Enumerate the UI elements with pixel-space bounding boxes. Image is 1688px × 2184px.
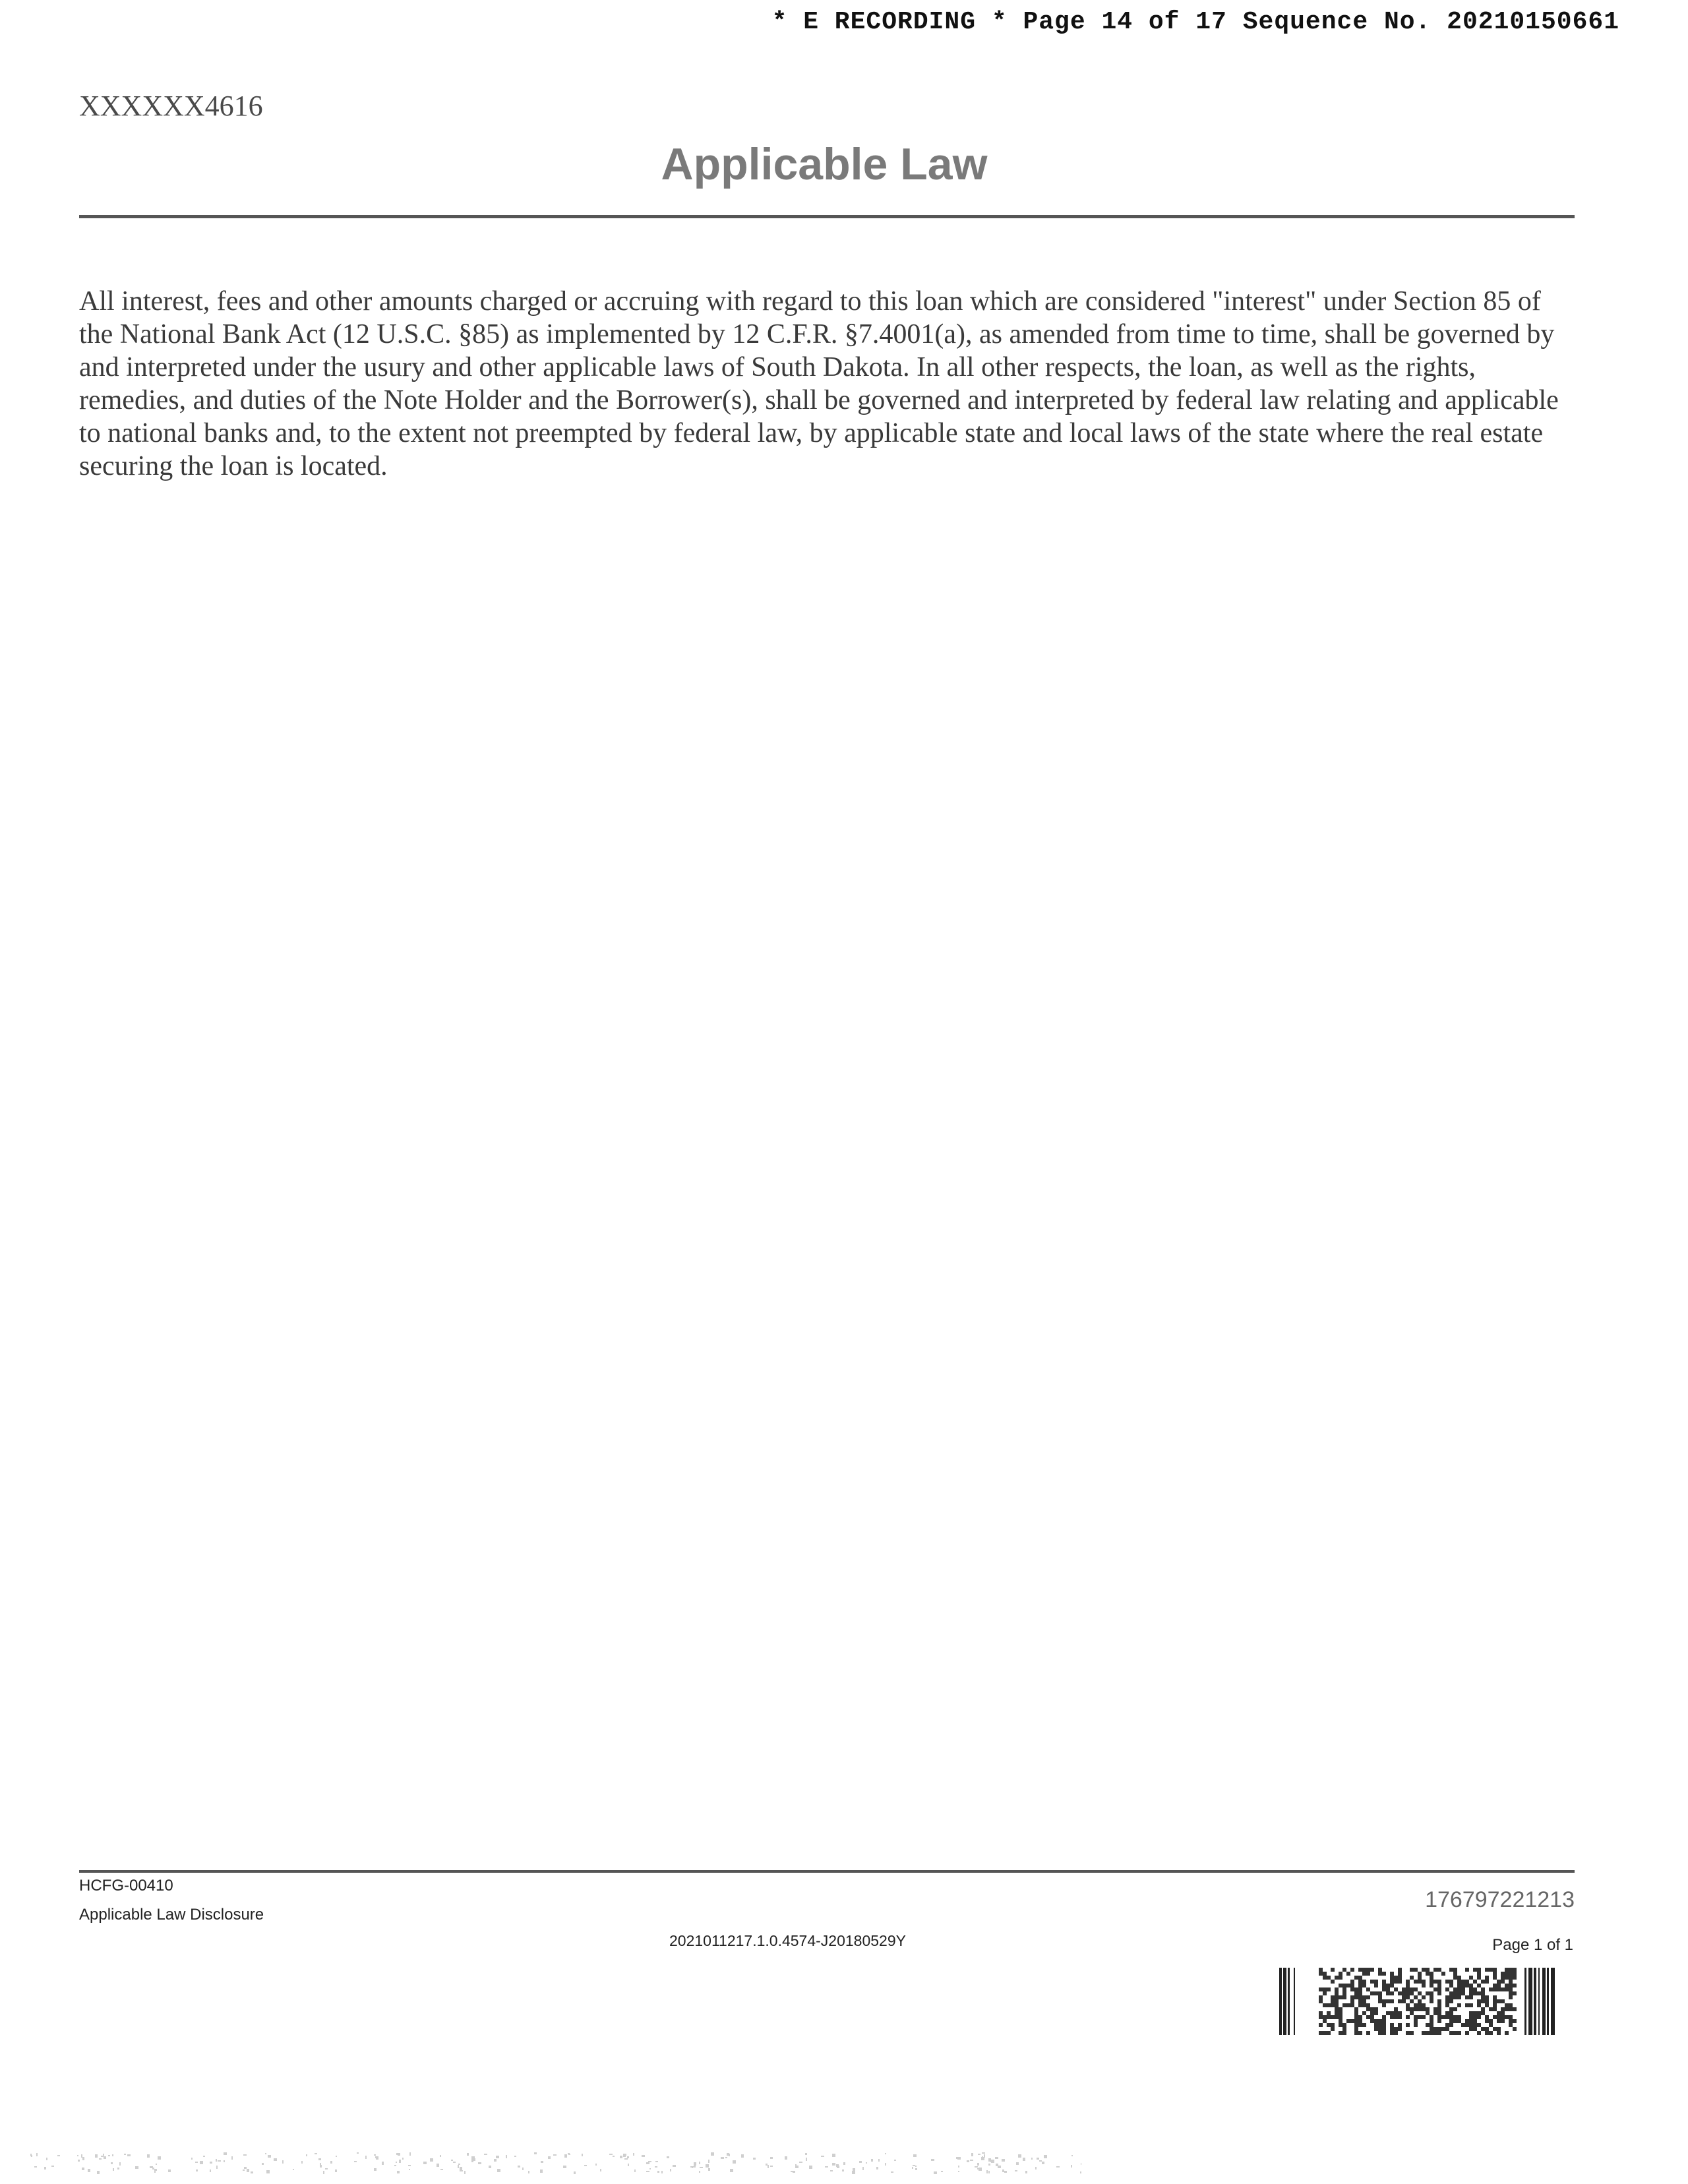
loan-number: 176797221213 bbox=[1425, 1887, 1575, 1912]
applicable-law-paragraph: All interest, fees and other amounts charged or accruing with regard to this loan which are considered "interest" under Section 85 of the National Bank Act (12 U.S.C. §85) as implemented by 12 C.F.R. §7.4001(a), as amended from time to time, shall be governed by and interpreted under the usury and other applicable laws of South Dakota. In all other respects, the loan, as well as the rights, remedies, and duties of the Note Holder and the Borrower(s), shall be governed and interpreted by federal law relating and applicable to national banks and, to the extent not preempted by federal law, by applicable state and local laws of the state where the real estate securing the loan is located. bbox=[79, 286, 1559, 481]
form-code: HCFG-00410 bbox=[79, 1877, 173, 1895]
form-name: Applicable Law Disclosure bbox=[79, 1906, 264, 1924]
footer-divider bbox=[79, 1870, 1575, 1873]
loan-reference: XXXXXX4616 bbox=[79, 90, 263, 122]
document-version: 2021011217.1.0.4574-J20180529Y bbox=[669, 1932, 906, 1949]
document-title: Applicable Law bbox=[661, 139, 988, 189]
page-indicator: Page 1 of 1 bbox=[1492, 1936, 1573, 1954]
scan-artifact bbox=[26, 2152, 1081, 2175]
barcode-image bbox=[1279, 1968, 1569, 2035]
title-divider bbox=[79, 215, 1575, 218]
recording-header: * E RECORDING * Page 14 of 17 Sequence No. 20210150661 bbox=[771, 8, 1619, 36]
